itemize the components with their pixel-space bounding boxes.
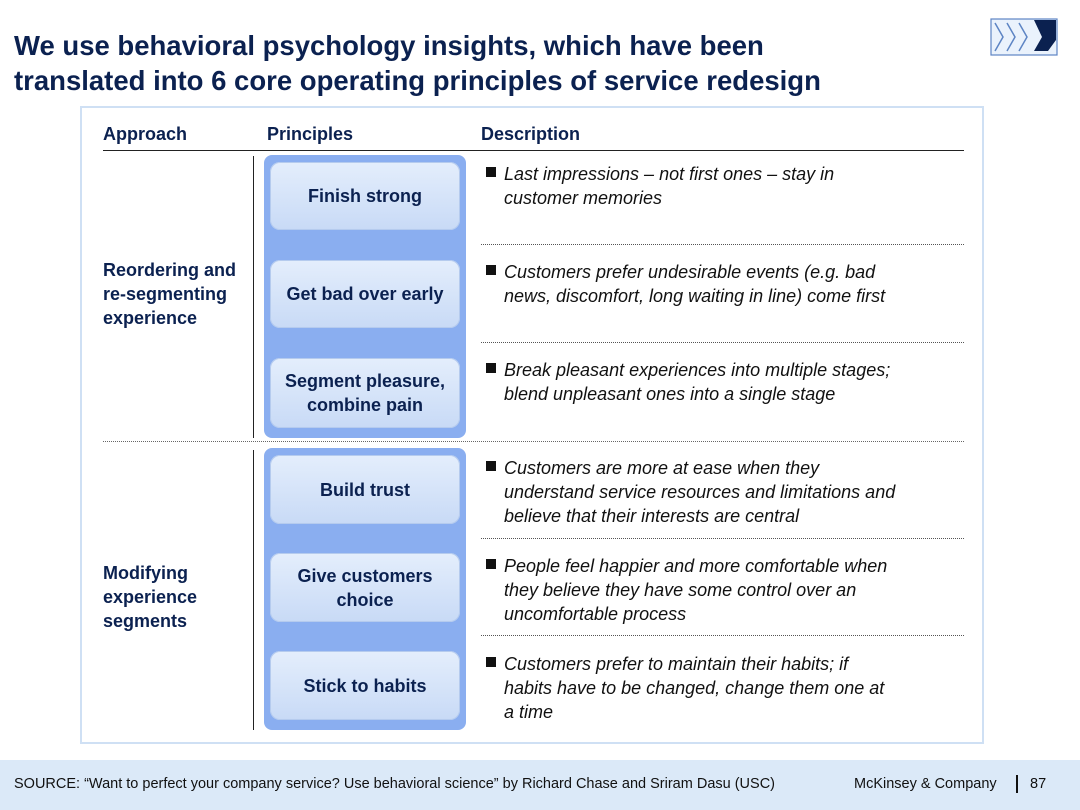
header-approach: Approach <box>103 124 188 144</box>
source-note: SOURCE: “Want to perfect your company service? Use behavioral science” by Richard Chase and Sriram Dasu (USC) <box>14 776 775 792</box>
square-bullet-icon <box>486 461 496 471</box>
principle-segment-pleasure <box>270 358 460 428</box>
approach-line: experience <box>103 308 198 328</box>
description-finish-strong <box>486 162 956 210</box>
chevron-arrows-logo-icon <box>990 18 1060 58</box>
principle-finish-strong <box>270 162 460 230</box>
row-separator <box>481 635 964 636</box>
approach-reordering <box>103 258 236 330</box>
principle-line: Give customers <box>297 565 433 586</box>
principle-give-customers-choice <box>270 553 460 622</box>
approach-line: Reordering and <box>103 260 237 280</box>
description-line: Last impressions – not first ones – stay in <box>504 164 835 184</box>
square-bullet-icon <box>486 559 496 569</box>
description-line: blend unpleasant ones into a single stage <box>504 384 836 404</box>
description-line: understand service resources and limitations and <box>504 482 896 502</box>
approach-line: segments <box>103 611 188 631</box>
description-line: Customers prefer undesirable events (e.g. bad <box>504 262 876 282</box>
description-segment-pleasure <box>486 358 956 406</box>
footer-divider <box>1016 775 1018 793</box>
section-1-bracket-line <box>253 156 254 438</box>
square-bullet-icon <box>486 657 496 667</box>
square-bullet-icon <box>486 363 496 373</box>
header-rule <box>103 150 964 151</box>
description-get-bad-over-early <box>486 260 956 308</box>
description-line: they believe they have some control over an <box>504 580 857 600</box>
description-line: Customers prefer to maintain their habits; if <box>504 654 849 674</box>
company-name: McKinsey & Company <box>854 776 997 792</box>
row-separator <box>481 342 964 343</box>
principle-line: Segment pleasure, <box>284 371 446 391</box>
section-separator <box>103 441 964 442</box>
description-line: news, discomfort, long waiting in line) come first <box>504 286 886 306</box>
principle-line: combine pain <box>306 395 423 415</box>
slide-title-line-2: translated into 6 core operating principles of service redesign <box>14 65 821 96</box>
principle-stick-to-habits <box>270 651 460 720</box>
principle-line: Build trust <box>320 479 410 500</box>
approach-modifying <box>103 561 197 633</box>
header-principles: Principles <box>267 124 354 144</box>
principle-build-trust <box>270 455 460 524</box>
description-line: Break pleasant experiences into multiple stages; <box>504 360 891 380</box>
row-separator <box>481 244 964 245</box>
slide-title <box>14 28 954 98</box>
description-line: customer memories <box>504 188 663 208</box>
row-separator <box>481 538 964 539</box>
description-line: a time <box>504 702 554 722</box>
principle-line: Stick to habits <box>303 675 427 696</box>
description-give-customers-choice <box>486 554 956 626</box>
page-number: 87 <box>1030 776 1047 792</box>
square-bullet-icon <box>486 167 496 177</box>
slide-title-line-1: We use behavioral psychology insights, which have been <box>14 30 764 61</box>
principle-line: choice <box>336 589 394 610</box>
description-line: believe that their interests are central <box>504 506 800 526</box>
principle-line: Finish strong <box>308 186 422 206</box>
description-stick-to-habits <box>486 652 956 724</box>
section-2-bracket-line <box>253 450 254 730</box>
description-line: Customers are more at ease when they <box>504 458 820 478</box>
description-build-trust <box>486 456 956 528</box>
description-line: habits have to be changed, change them one at <box>504 678 885 698</box>
approach-line: experience <box>103 587 198 607</box>
principle-line: Get bad over early <box>286 284 444 304</box>
approach-line: re-segmenting <box>103 284 228 304</box>
square-bullet-icon <box>486 265 496 275</box>
header-description: Description <box>481 124 581 144</box>
description-line: uncomfortable process <box>504 604 687 624</box>
principle-get-bad-over-early <box>270 260 460 328</box>
description-line: People feel happier and more comfortable when <box>504 556 888 576</box>
approach-line: Modifying <box>103 563 188 583</box>
